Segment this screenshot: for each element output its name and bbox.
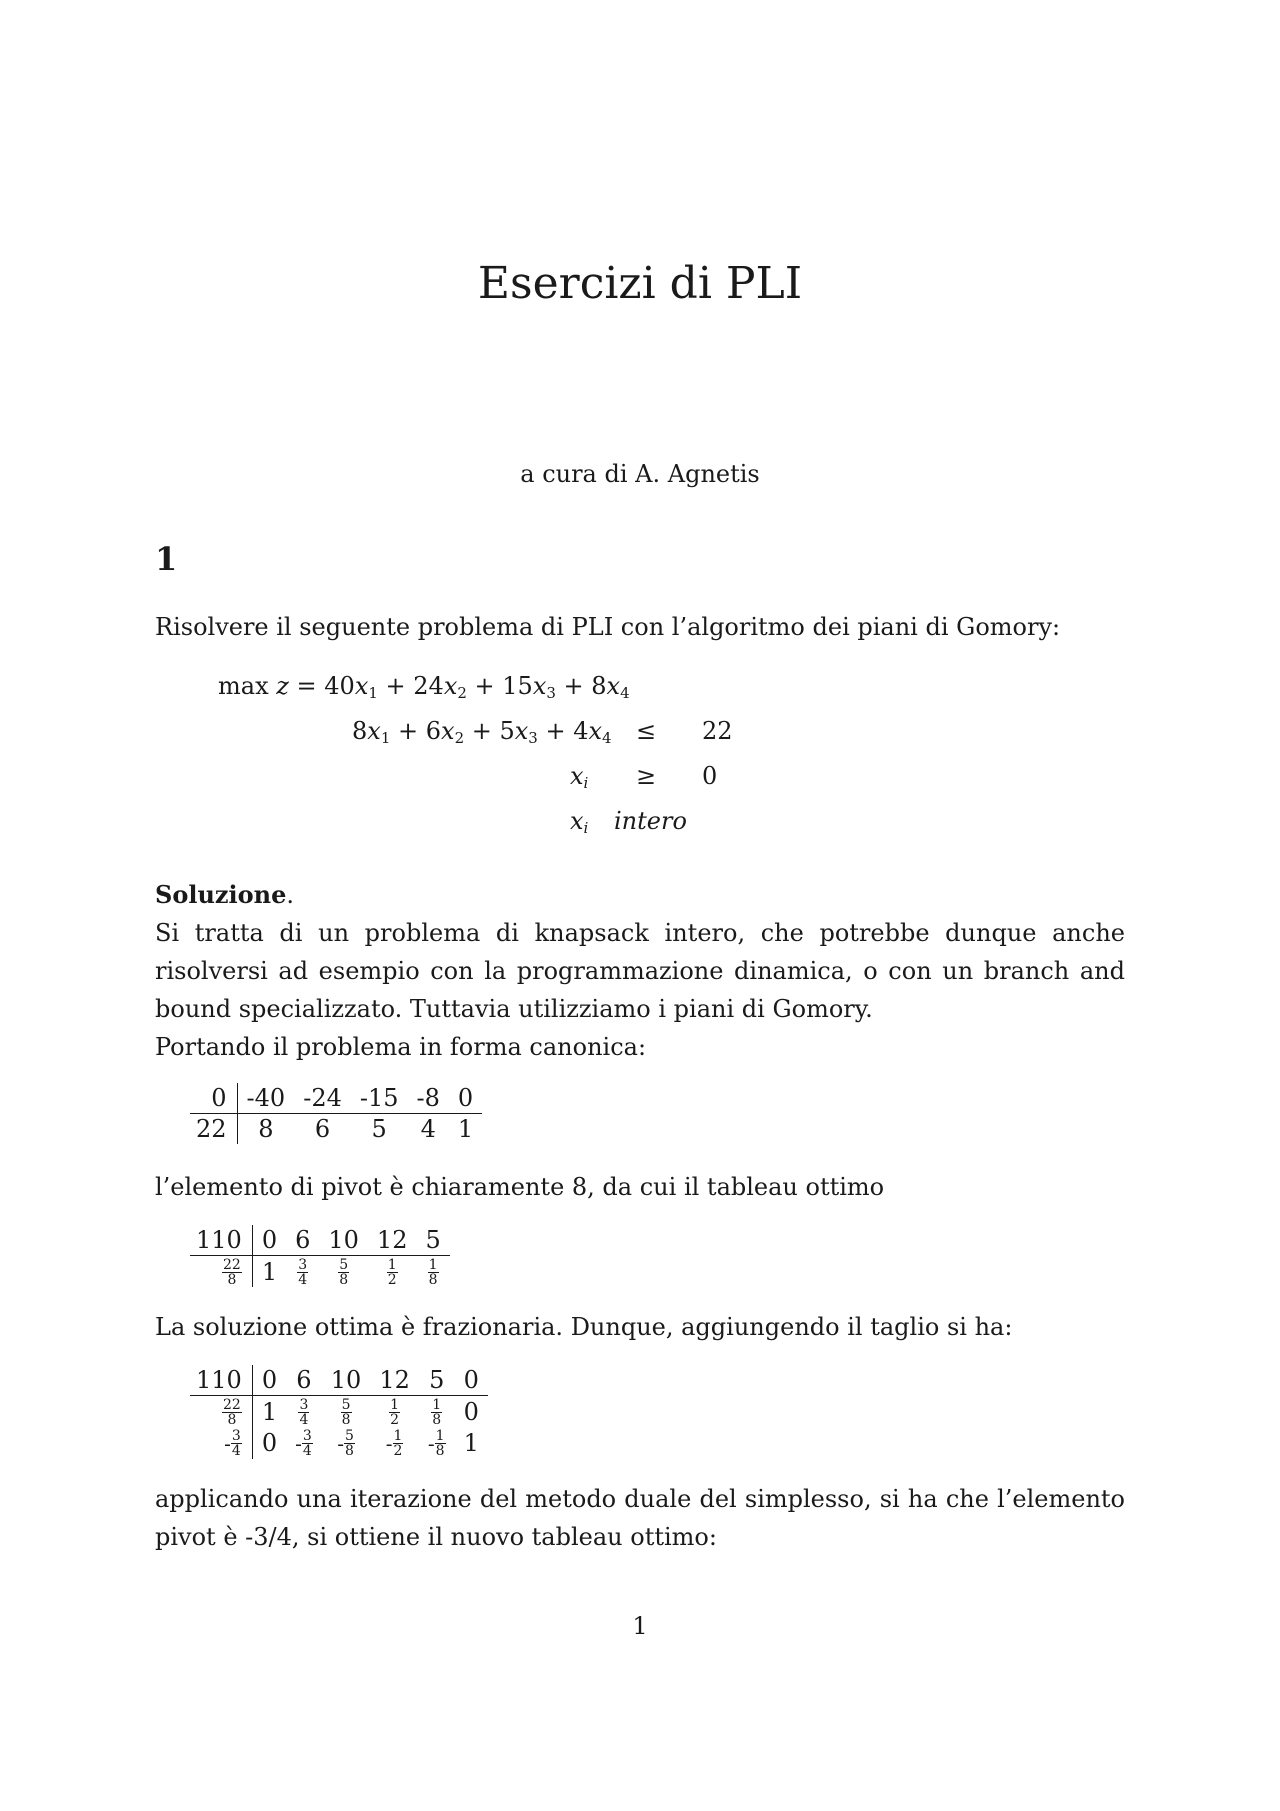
fraction-denominator: 8 [227,1272,237,1288]
tableau-cell: -15 [351,1083,408,1114]
fraction-denominator: 8 [339,1272,349,1288]
fraction-denominator: 8 [341,1412,351,1428]
solution-block: Soluzione. Si tratta di un problema di knapsack intero, che potrebbe dunque anche risolversi ad esempio con la programmazione dinamica, o con un branch and bound specializzato. Tuttavia utilizziamo i piani di Gomory. Portando il problema in forma canonica: [155,876,1125,1066]
fraction-numerator: 3 [231,1428,241,1444]
tableau-cell: 5 [419,1365,455,1396]
fraction-denominator: 8 [227,1412,237,1428]
tableau-cell: 1 [261,1397,278,1426]
tableau-cell: 0 [252,1225,286,1256]
tableau-row [190,1427,488,1459]
solution-paragraph: Si tratta di un problema di knapsack intero, che potrebbe dunque anche risolversi ad esempio con la programmazione dinamica, o con un branch and bound specializzato. Tuttavia utilizziamo i piani di Gomory. [155,919,1125,1023]
tableau-cell: 110 [190,1225,252,1256]
fraction-denominator: 2 [393,1443,403,1459]
fraction-numerator: 1 [428,1257,438,1273]
objective-function: $\max z = 40x_1 + 24x_2 + 15x_3 + 8x_4$ [218,672,630,702]
nonneg-var: $x_i$ [570,762,589,792]
tableau-with-cut [190,1365,488,1459]
tableau-cell: 12 [368,1225,417,1256]
tableau-cell: 1 [261,1257,278,1286]
tableau-row [190,1225,450,1256]
fraction [222,1258,242,1287]
tableau-cell: -8 [408,1083,449,1114]
tableau-cell: 10 [319,1225,368,1256]
tableau-cell [319,1256,368,1288]
tableau-cell [370,1427,419,1459]
fraction-numerator: 1 [435,1428,445,1444]
fraction [435,1429,446,1458]
fraction-denominator: 4 [302,1443,312,1459]
fraction-sign: - [224,1431,231,1456]
fraction [222,1398,242,1427]
fraction-denominator: 8 [428,1272,438,1288]
tableau-row [190,1083,482,1114]
fraction-numerator: 1 [390,1397,400,1413]
tableau-cell [286,1396,322,1428]
tableau-cell: 0 [455,1365,488,1396]
solution-label: Soluzione [155,880,287,909]
tableau-cell: 10 [322,1365,371,1396]
fraction-numerator: 3 [302,1428,312,1444]
tableau-cell: 1 [457,1115,474,1143]
fraction [338,1258,349,1287]
tableau-cell [322,1396,371,1428]
tableau-cell: 0 [252,1365,286,1396]
tableau-cell [190,1427,252,1459]
objective-var: z [276,672,289,700]
tableau-cell: -24 [294,1083,351,1114]
tableau-cell [286,1256,319,1288]
integer-var: $x_i$ [570,807,589,837]
tableau-initial [190,1083,482,1144]
canonical-intro: Portando il problema in forma canonica: [155,1033,647,1061]
fraction [393,1429,404,1458]
tableau-cell: 5 [371,1115,387,1143]
tableau-cell: 6 [286,1365,322,1396]
fraction-numerator: 5 [344,1428,354,1444]
fraction [344,1429,355,1458]
tableau-cell: 4 [420,1115,436,1143]
fraction [389,1398,400,1427]
fraction-numerator: 1 [432,1397,442,1413]
dual-simplex-text: applicando una iterazione del metodo duale del simplesso, si ha che l’elemento pivot è -3/4, si ottiene il nuovo tableau ottimo: [155,1485,1125,1551]
fraction-numerator: 22 [222,1397,241,1413]
fraction-numerator: 3 [299,1397,309,1413]
tableau-row [190,1114,482,1145]
tableau-cell [368,1256,417,1288]
tableau-cell [419,1427,455,1459]
tableau-cell: 0 [190,1083,237,1114]
fraction-sign: - [385,1431,393,1456]
fraction-denominator: 8 [435,1443,445,1459]
fraction-denominator: 4 [299,1412,309,1428]
fraction-sign: - [427,1431,435,1456]
tableau-cell [370,1396,419,1428]
nonneg-rel: ≥ [636,762,657,790]
fraction-denominator: 4 [231,1443,241,1459]
tableau-cell [286,1427,322,1459]
tableau-cell: 0 [261,1428,278,1457]
fraction-denominator: 8 [432,1412,442,1428]
tableau-cell: 6 [286,1225,319,1256]
tableau-cell [322,1427,371,1459]
fraction-sign: - [337,1431,344,1456]
fraction-denominator: 2 [390,1412,400,1428]
objective-prefix: max [218,672,269,700]
nonneg-rhs: 0 [702,762,718,790]
tableau-cell: 0 [449,1083,482,1114]
fraction-numerator: 3 [298,1257,308,1273]
fraction-numerator: 5 [339,1257,349,1273]
tableau-cell: 12 [370,1365,419,1396]
fraction-numerator: 1 [387,1257,397,1273]
tableau-row [190,1256,450,1288]
fraction-numerator: 22 [222,1257,241,1273]
fraction [231,1429,242,1458]
document-author: a cura di A. Agnetis [520,460,760,488]
tableau-cell [190,1396,252,1428]
fraction [431,1398,442,1427]
fraction [428,1258,439,1287]
tableau-cell: 8 [258,1115,274,1143]
knapsack-constraint-rhs: 22 [702,717,733,745]
tableau-cell: 1 [463,1428,479,1457]
fraction-denominator: 8 [344,1443,354,1459]
fractional-text: La soluzione ottima è frazionaria. Dunque, aggiungendo il taglio si ha: [155,1313,1013,1341]
document-title: Esercizi di PLI [477,258,803,309]
fraction-numerator: 5 [341,1397,351,1413]
tableau-cell [419,1396,455,1428]
tableau-optimal [190,1225,450,1287]
fraction [387,1258,398,1287]
tableau-cell: 22 [190,1114,237,1145]
fraction [302,1429,313,1458]
fraction [297,1258,308,1287]
integer-word: intero [614,807,687,835]
tableau-cell [416,1256,449,1288]
problem-statement: Risolvere il seguente problema di PLI con l’algoritmo dei piani di Gomory: [155,613,1061,641]
tableau-cell: -40 [237,1083,294,1114]
tableau-cell: 0 [463,1397,479,1426]
fraction-numerator: 1 [393,1428,403,1444]
fraction-sign: - [295,1431,302,1456]
fraction-denominator: 2 [387,1272,397,1288]
section-heading: 1 [155,540,178,578]
knapsack-constraint-rel: ≤ [636,717,657,745]
tableau-cell: 6 [314,1115,331,1143]
fraction [341,1398,352,1427]
tableau-row [190,1365,488,1396]
tableau-row [190,1396,488,1428]
tableau-cell: 110 [190,1365,252,1396]
fraction [298,1398,309,1427]
tableau-cell [190,1256,252,1288]
page-number: 1 [632,1612,648,1640]
fraction-denominator: 4 [298,1272,308,1288]
tableau-cell: 5 [416,1225,449,1256]
pivot-text: l’elemento di pivot è chiaramente 8, da cui il tableau ottimo [155,1173,885,1201]
knapsack-constraint-lhs: $8x_1 + 6x_2 + 5x_3 + 4x_4$ [352,717,612,747]
